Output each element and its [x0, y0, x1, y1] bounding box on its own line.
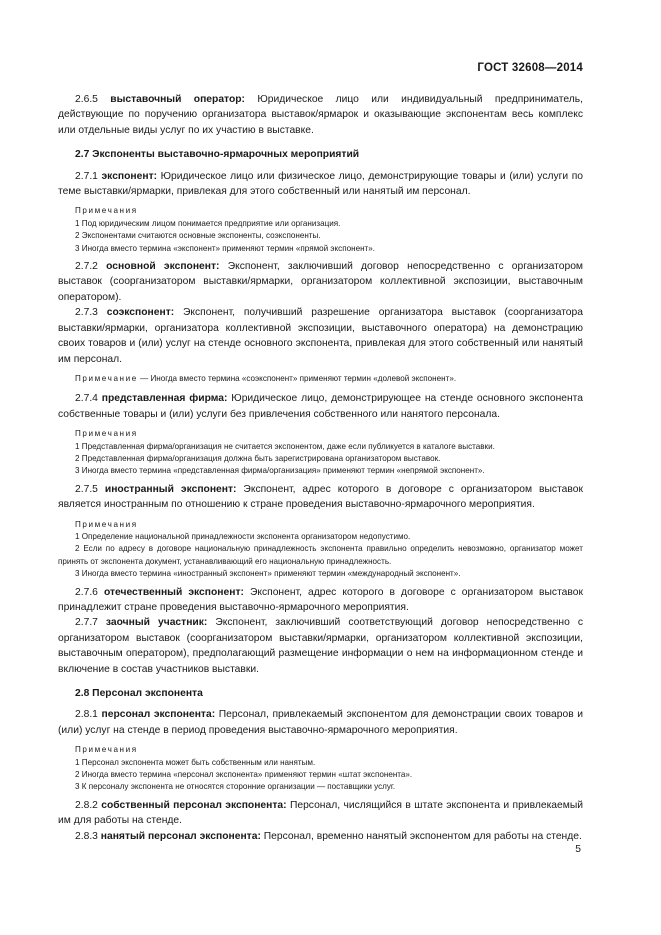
notes-heading: Примечания [75, 429, 138, 439]
term-number: 2.7.4 [75, 393, 102, 405]
term-number: 2.8.3 [75, 830, 101, 842]
page-number: 5 [575, 844, 581, 855]
notes-2-8-1 [58, 744, 583, 794]
term-2-7-2 [58, 259, 583, 305]
note-item: 3 К персоналу экспонента не относятся сторонние организации — поставщики услуг. [75, 782, 396, 792]
note-item: 1 Под юридическим лицом понимается предприятие или организация. [75, 218, 341, 228]
note-item: 3 Иногда вместо термина «представленная фирма/организация» применяют термин «непрямой экспонент». [75, 466, 485, 476]
term-2-7-3 [58, 305, 583, 367]
term-definition: Экспонент, адрес которого в договоре с организатором выставок принадлежит стране проведения выставочно-ярмарочного мероприятия. [58, 586, 583, 613]
term-title: собственный персонал экспонента: [101, 799, 287, 811]
term-title: выставочный оператор: [110, 94, 245, 105]
term-2-7-1 [58, 169, 583, 200]
notes-heading: Примечания [75, 745, 138, 755]
term-definition: Экспонент, адрес которого в договоре с организатором выставок является иностранным по отношению к стране проведения выставочно-ярмарочного мероприятия. [58, 483, 583, 511]
standard-header: ГОСТ 32608—2014 [477, 62, 583, 74]
term-title: нанятый персонал экспонента: [100, 830, 261, 842]
term-definition: Экспонент, заключивший соответствующий договор непосредственно с организатором выставок (соорганизатором выставки/ярмарки, организатором коллективной экспозиции, выставочным оператором), предполагающий размещение информации о нем на информационном стенде и включение в состав участников выставки. [58, 617, 583, 675]
term-2-8-2 [58, 798, 583, 829]
term-2-8-3 [58, 829, 583, 844]
term-definition: Юридическое лицо или индивидуальный предприниматель, действующие по поручению организатора выставок/ярмарок и оказывающие экспонентам весь комплекс или отдельные виды услуг по их участию в выставке. [58, 94, 583, 136]
note-text: — Иногда вместо термина «соэкспонент» применяют термин «долевой экспонент». [137, 373, 457, 383]
term-2-7-7 [58, 615, 583, 677]
term-number: 2.7.1 [75, 170, 102, 182]
term-title: основной экспонент: [106, 261, 220, 273]
term-number: 2.7.5 [75, 483, 105, 495]
term-definition: Персонал, привлекаемый экспонентом для демонстрации своих товаров и (или) услуг на стенде в период проведения выставочно-ярмарочного мероприятия. [58, 709, 584, 736]
note-label: Примечание [75, 373, 138, 383]
notes-heading: Примечания [75, 519, 138, 529]
term-title: отечественный экспонент: [103, 586, 244, 598]
notes-2-7-4 [58, 428, 583, 478]
term-number: 2.7.3 [75, 307, 107, 319]
term-title: иностранный экспонент: [104, 483, 237, 495]
term-number: 2.7.6 [75, 586, 104, 598]
note-item: 1 Представленная фирма/организация не считается экспонентом, даже если публикуется в каталоге выставки. [75, 441, 495, 451]
term-title: представленная фирма: [101, 393, 228, 405]
section-heading-2-7: 2.7 Экспоненты выставочно-ярмарочных мероприятий [75, 149, 360, 161]
term-2-7-4 [58, 391, 583, 422]
notes-2-7-1 [58, 205, 583, 255]
term-definition: Персонал, числящийся в штате экспонента и привлекаемый им для работы на стенде. [58, 799, 583, 827]
term-2-8-1 [58, 707, 583, 738]
term-definition: Юридическое лицо, демонстрирующее на стенде основного экспонента собственные товары и (или) услуги без привлечения собственного или нанятого персонала. [58, 393, 583, 420]
notes-2-7-5 [58, 519, 583, 581]
page-content [58, 92, 583, 844]
term-number: 2.8.1 [75, 709, 102, 721]
term-title: соэкспонент: [106, 307, 175, 319]
note-item: 2 Представленная фирма/организация должна быть зарегистрирована организатором выставок. [75, 453, 441, 463]
note-item: 1 Определение национальной принадлежности экспонента организатором недопустимо. [75, 531, 411, 541]
note-item: 3 Иногда вместо термина «экспонент» применяют термин «прямой экспонент». [75, 243, 376, 253]
term-number: 2.8.2 [75, 799, 102, 811]
term-2-7-5 [58, 482, 583, 513]
note-2-7-3 [58, 373, 583, 385]
term-definition: Юридическое лицо или физическое лицо, демонстрирующие товары и (или) услуги по теме выставки/ярмарки, привлекая для этого собственный или нанятый им персонал. [58, 170, 584, 198]
note-item: 1 Персонал экспонента может быть собственным или нанятым. [75, 757, 316, 767]
term-number: 2.7.2 [75, 261, 107, 273]
term-number: 2.6.5 [75, 94, 111, 105]
term-2-7-6 [58, 585, 583, 616]
term-2-6-5 [58, 92, 583, 138]
term-title: экспонент: [101, 170, 158, 182]
note-item: 2 Экспонентами считаются основные экспоненты, соэкспоненты. [75, 231, 321, 241]
term-number: 2.7.7 [75, 617, 106, 629]
term-title: заочный участник: [105, 617, 208, 629]
note-item: 3 Иногда вместо термина «иностранный экспонент» применяют термин «международный экспонент». [75, 569, 461, 579]
term-definition: Персонал, временно нанятый экспонентом для работы на стенде. [260, 830, 582, 842]
notes-heading: Примечания [75, 206, 138, 216]
note-item: 2 Если по адресу в договоре национальную принадлежность экспонента правильно определить невозможно, организатор может принять от экспонента документ, устанавливающий его национальную принадлежность. [58, 544, 583, 566]
note-item: 2 Иногда вместо термина «персонал экспонента» применяют термин «штат экспонента». [75, 770, 413, 780]
term-definition: Экспонент, получивший разрешение организатора выставок (соорганизатора выставки/ярмарки, организатора коллективной экспозиции, выставочного оператора) на демонстрацию своих товаров и (или) услуг на стенде основного экспонента, привлекая для этого собственный или нанятый им персонал. [58, 307, 583, 365]
section-heading-2-8: 2.8 Персонал экспонента [75, 688, 203, 700]
term-title: персонал экспонента: [101, 709, 216, 721]
term-definition: Экспонент, заключивший договор непосредственно с организатором выставок (соорганизатором выставки/ярмарки, организатором коллективной экспозиции, выставочным оператором). [58, 261, 584, 303]
